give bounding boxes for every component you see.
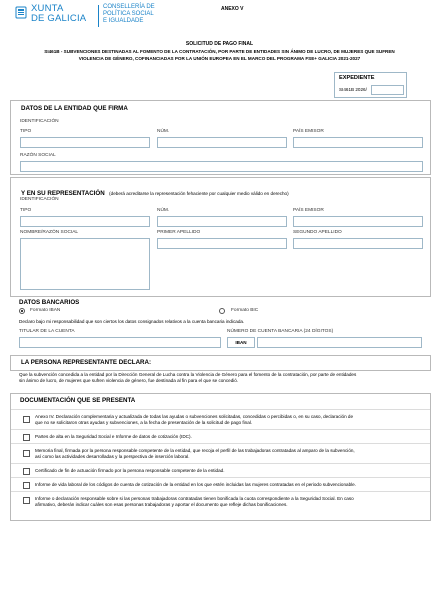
- doc-item-text: [35, 468, 425, 474]
- doc-item-checkbox[interactable]: [23, 482, 30, 489]
- representante-note: (deberá acreditarse la representación fehaciente por cualquier medio válido en derecho): [109, 191, 289, 196]
- doc-item: [11, 491, 430, 514]
- entidad-section: [10, 100, 431, 175]
- representante-title: Y EN SU REPRESENTACIÓN: [21, 190, 105, 197]
- declara-title-box: [10, 355, 431, 371]
- bic-radio-label: Formato BIC: [231, 308, 259, 313]
- iban-radio-dot: [21, 310, 23, 312]
- doc-item: [11, 429, 430, 444]
- doc-item-text: [35, 496, 425, 507]
- doc-item-line2: así como las actividades desarrolladas y la perspectiva de inserción laboral.: [35, 453, 190, 459]
- representante-apellido2-label: SEGUNDO APELLIDO: [293, 230, 342, 235]
- entidad-num-label: NÚM.: [157, 129, 170, 134]
- documentacion-section: [10, 393, 431, 521]
- representante-pais-label: PAÍS EMISOR: [293, 208, 324, 213]
- doc-item-checkbox[interactable]: [23, 416, 30, 423]
- doc-item: [11, 463, 430, 478]
- doc-item-checkbox[interactable]: [23, 497, 30, 504]
- iban-radio-label: Formato IBAN: [30, 308, 61, 313]
- doc-heading: SOLICITUD DE PAGO FINAL: [185, 41, 254, 47]
- doc-item-text: [35, 434, 425, 440]
- doc-item-line2: afirmativo, deberán indicar cuáles son esas personas trabajadoras y aportar el documento que refleje dichas bonificaciones.: [35, 501, 288, 507]
- doc-item-text: [35, 482, 425, 488]
- doc-item: [11, 443, 430, 464]
- representante-tipo-input[interactable]: [20, 216, 150, 227]
- entidad-identificacion: IDENTIFICACIÓN: [20, 119, 59, 124]
- representante-section: [10, 177, 431, 297]
- entidad-tipo-label: TIPO: [20, 129, 32, 134]
- doc-item-line1: Informe o declaración responsable sobre si las personas trabajadoras contratadas tienen bonificada la cuota correspondiente a la Seguridad Social. En caso: [35, 496, 354, 501]
- entidad-num-input[interactable]: [157, 137, 287, 148]
- shield-icon: [15, 6, 27, 20]
- declara-text: [19, 372, 421, 383]
- representante-heading: [21, 182, 289, 200]
- iban-prefix-box: [227, 337, 255, 348]
- numero-cuenta-input[interactable]: [257, 337, 422, 348]
- iban-prefix-label: IBAN: [235, 340, 247, 345]
- doc-item-checkbox[interactable]: [23, 434, 30, 441]
- doc-subheading: [10, 48, 429, 62]
- doc-item-text: [35, 448, 425, 459]
- doc-item-line1: Informe de vida laboral de los códigos de cuenta de cotización de la entidad en los que estén incluidas las mujeres contratadas en el periodo subvencionable.: [35, 482, 357, 487]
- documentacion-title: DOCUMENTACIÓN QUE SE PRESENTA: [20, 397, 136, 404]
- header-divider: [98, 5, 99, 27]
- doc-item: [11, 477, 430, 492]
- representante-num-input[interactable]: [157, 216, 287, 227]
- declara-title: LA PERSONA REPRESENTANTE DECLARA:: [21, 359, 152, 366]
- entidad-tipo-input[interactable]: [20, 137, 150, 148]
- representante-nombre-input[interactable]: [20, 238, 150, 290]
- dept-name: CONSELLERÍA DE POLÍTICA SOCIAL E IGUALDADE: [103, 4, 155, 25]
- expediente-number-input[interactable]: [371, 85, 404, 95]
- doc-item-line1: Partes de alta en la Seguridad Social e Informe de datos de cotización (IDC).: [35, 434, 192, 439]
- org-name: XUNTA DE GALICIA: [31, 3, 87, 24]
- representante-pais-input[interactable]: [293, 216, 423, 227]
- entidad-pais-label: PAÍS EMISOR: [293, 129, 324, 134]
- titular-label: TITULAR DE LA CUENTA: [19, 329, 75, 334]
- representante-apellido1-label: PRIMER APELLIDO: [157, 230, 201, 235]
- entidad-pais-input[interactable]: [293, 137, 423, 148]
- doc-item-line1: Certificado de fin de actuación firmado por la persona responsable competente de la entidad.: [35, 468, 225, 473]
- doc-item-line1: Memoria final, firmada por la persona responsable competente de la entidad, que recoja el perfil de las trabajadoras contratadas al amparo de la subvención,: [35, 448, 355, 453]
- entidad-title: DATOS DE LA ENTIDAD QUE FIRMA: [21, 105, 128, 112]
- expediente-box: [334, 72, 407, 98]
- doc-subheading-line1: SI461B - SUBVENCIONES DESTINADAS AL FOMENTO DE LA CONTRATACIÓN, POR PARTE DE ENTIDADES SIN ÁNIMO DE LUCRO, DE MUJERES QUE SUFREN: [44, 49, 395, 54]
- entidad-razon-input[interactable]: [20, 161, 423, 172]
- doc-subheading-line2: VIOLENCIA DE GÉNERO, COFINANCIADAS POR LA UNIÓN EUROPEA EN EL MARCO DEL PROGRAMA FSE+ GALICIA 2021-2027: [78, 56, 361, 61]
- representante-apellido2-input[interactable]: [293, 238, 423, 249]
- declara-text-line1: Que la subvención concedida a la entidad por la Dirección General de Lucha contra la Violencia de Género para el fomento de la contratación, por parte de entidades: [19, 372, 357, 377]
- annex-label: ANEXO V: [221, 6, 244, 12]
- expediente-prefix: SI461B 2026/: [339, 87, 367, 92]
- bancarios-title: DATOS BANCARIOS: [19, 299, 80, 306]
- doc-item: [11, 409, 430, 430]
- representante-apellido1-input[interactable]: [157, 238, 287, 249]
- declara-text-line2: sin ánimo de lucro, de mujeres que sufren violencia de género, fue destinada al fin para el que se concedió.: [19, 377, 239, 383]
- xunta-logo: [15, 6, 27, 18]
- expediente-label: EXPEDIENTE: [339, 75, 375, 81]
- bic-radio[interactable]: [219, 308, 225, 314]
- bancarios-section: [10, 297, 429, 349]
- doc-item-line2: que no se solicitaron otras ayudas y subvenciones, a la fecha de presentación de la solicitud de pago final.: [35, 419, 253, 425]
- entidad-razon-label: RAZÓN SOCIAL: [20, 153, 56, 158]
- representante-identificacion: IDENTIFICACIÓN: [20, 197, 59, 202]
- numero-cuenta-label: NÚMERO DE CUENTA BANCARIA (24 DÍGITOS): [227, 329, 334, 334]
- doc-item-text: [35, 414, 425, 425]
- representante-nombre-label: NOMBRE/RAZÓN SOCIAL: [20, 230, 79, 235]
- representante-num-label: NÚM.: [157, 208, 170, 213]
- titular-input[interactable]: [19, 337, 221, 348]
- doc-item-line1: Anexo IV. Declaración complementaria y actualizada de todas las ayudas o subvenciones solicitadas, concedidas o percibidas o, en su caso, declaración de: [35, 414, 354, 419]
- bancarios-declaro: Declaro bajo mi responsabilidad que son ciertos los datos consignados relativos a la cuenta bancaria indicada.: [19, 319, 245, 324]
- doc-item-checkbox[interactable]: [23, 450, 30, 457]
- representante-tipo-label: TIPO: [20, 208, 32, 213]
- doc-item-checkbox[interactable]: [23, 468, 30, 475]
